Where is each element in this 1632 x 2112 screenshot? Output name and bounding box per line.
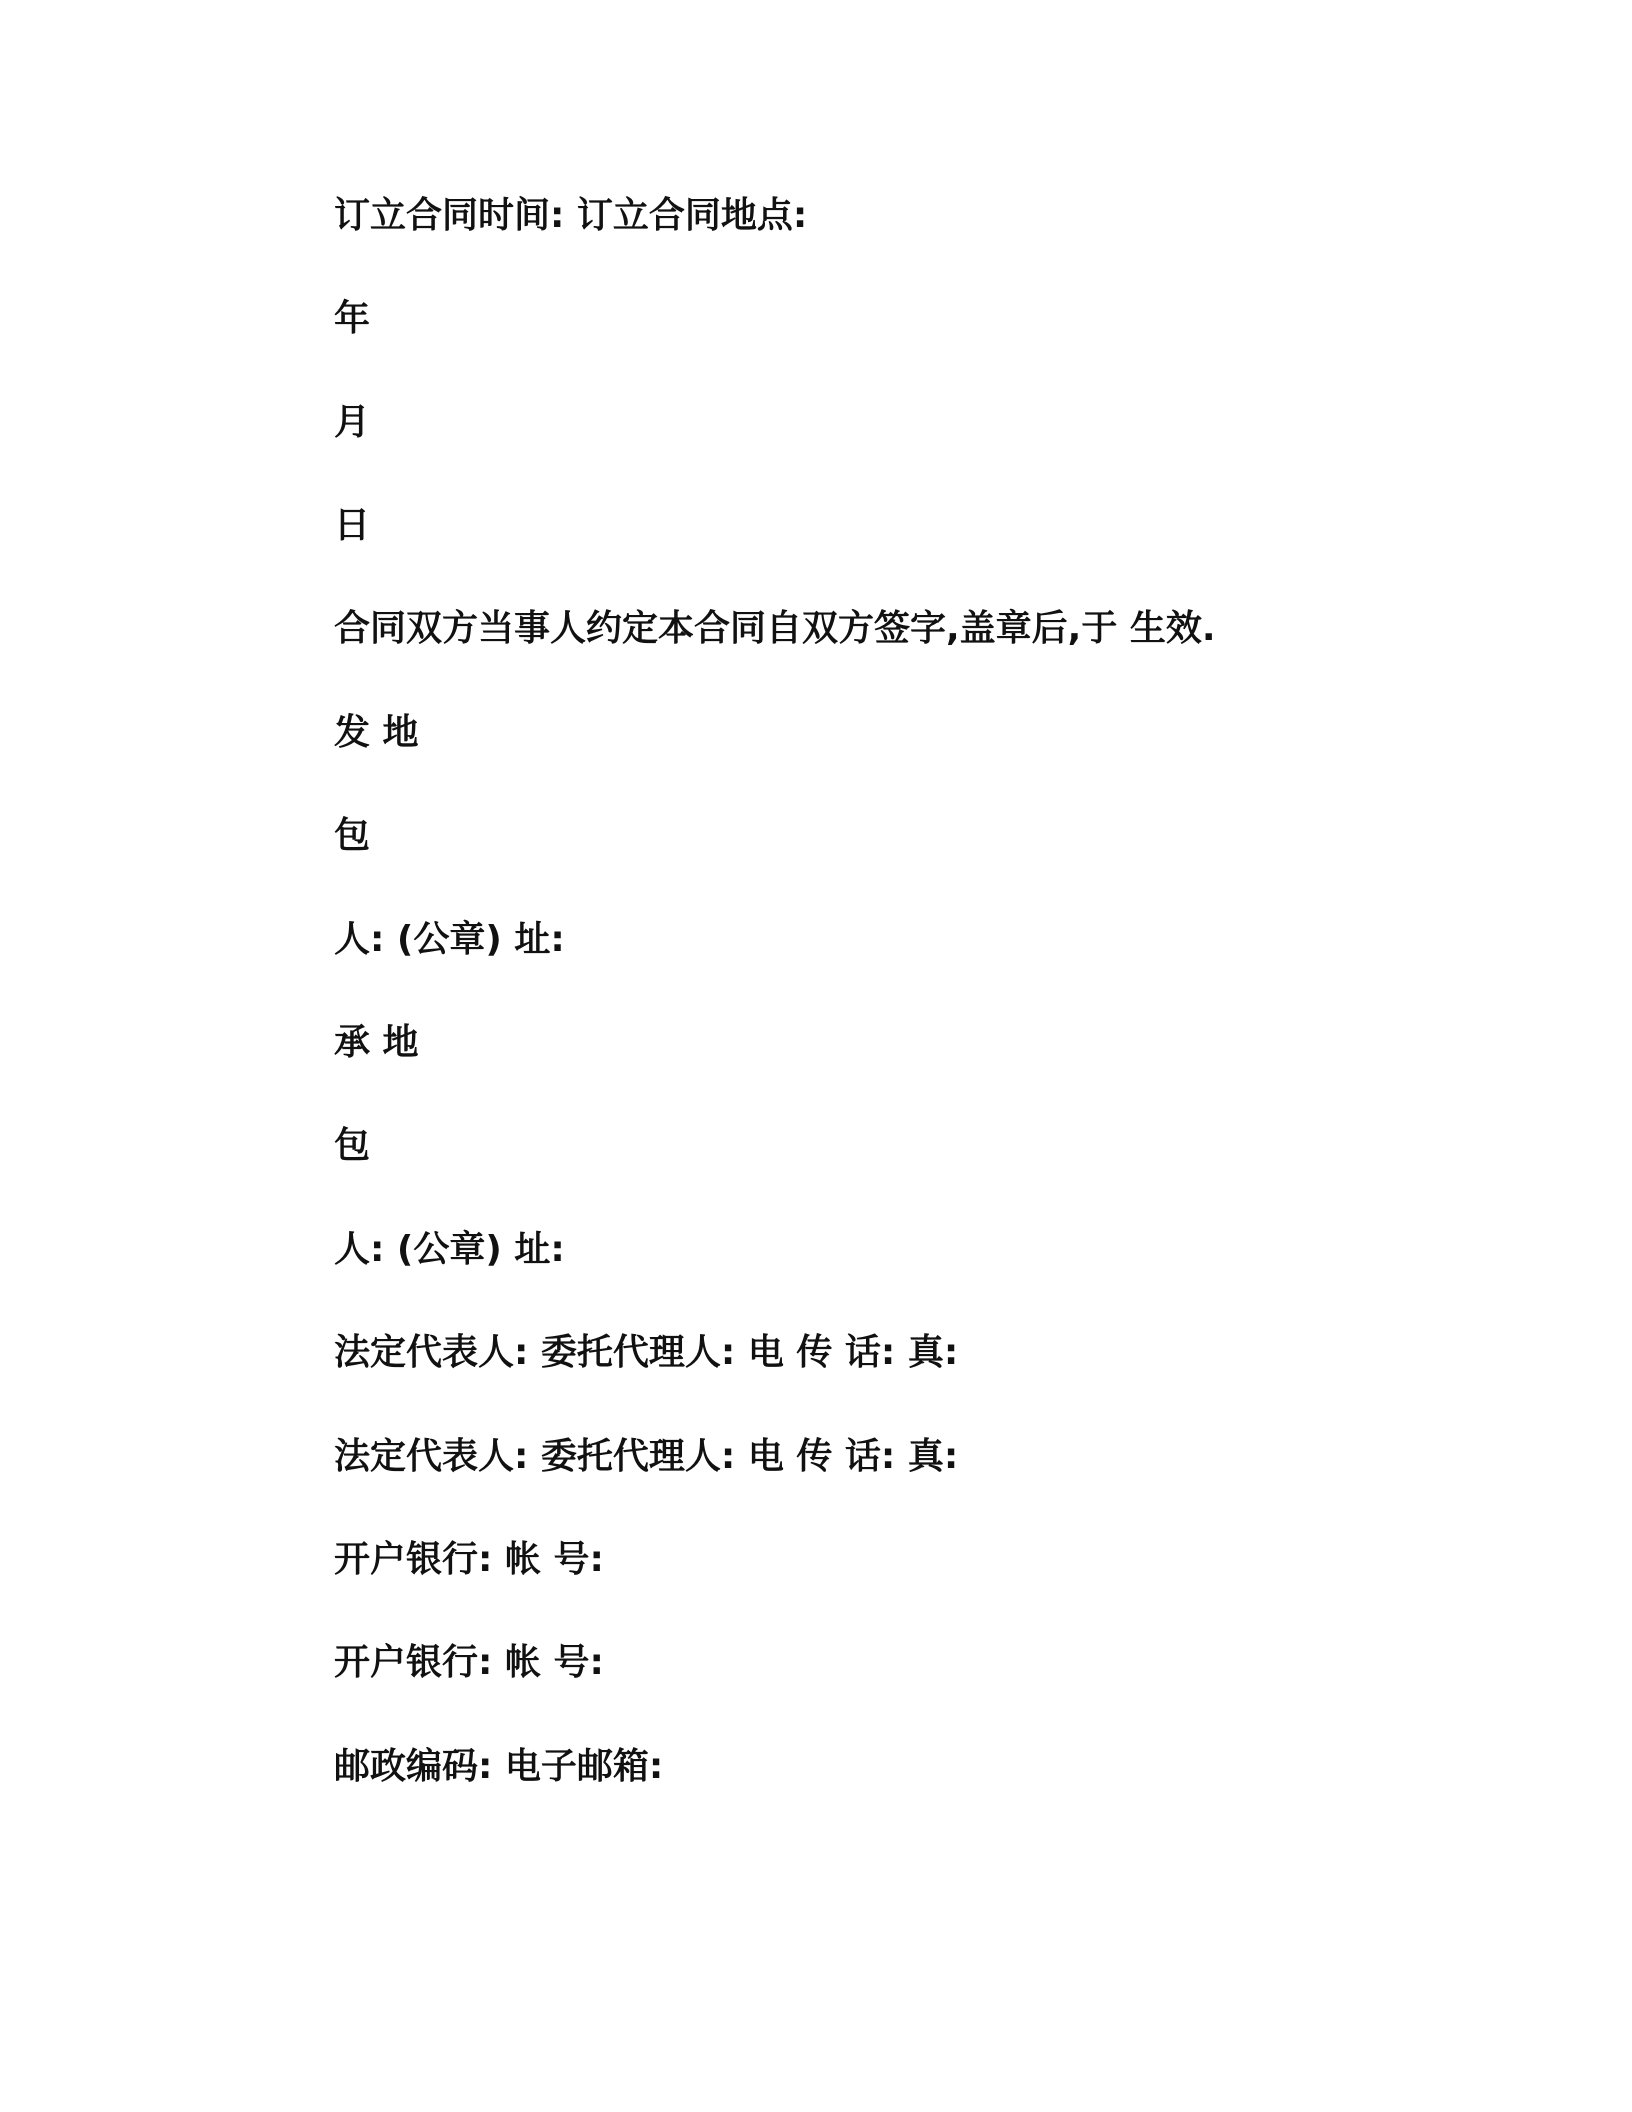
employer-representative-line: 法定代表人: 委托代理人: 电 传 话: 真: (334, 1332, 959, 1373)
employer-address-line-1: 发 地 (334, 712, 419, 753)
month-label: 月 (334, 402, 371, 443)
contractor-address-line-1: 承 地 (334, 1022, 419, 1063)
contractor-representative-line: 法定代表人: 委托代理人: 电 传 话: 真: (334, 1436, 959, 1477)
employer-address-line-2: 包 (334, 815, 371, 856)
contractor-seal-address-line: 人: (公章) 址: (334, 1229, 565, 1270)
contract-time-place-line: 订立合同时间: 订立合同地点: (334, 195, 808, 236)
contractor-bank-line: 开户银行: 帐 号: (334, 1642, 604, 1683)
employer-bank-line: 开户银行: 帐 号: (334, 1539, 604, 1580)
contractor-address-line-2: 包 (334, 1125, 371, 1166)
effective-clause: 合同双方当事人约定本合同自双方签字,盖章后,于 生效. (334, 608, 1216, 649)
day-label: 日 (334, 505, 371, 546)
employer-seal-address-line: 人: (公章) 址: (334, 919, 565, 960)
postal-email-line: 邮政编码: 电子邮箱: (334, 1746, 664, 1787)
year-label: 年 (334, 298, 371, 339)
